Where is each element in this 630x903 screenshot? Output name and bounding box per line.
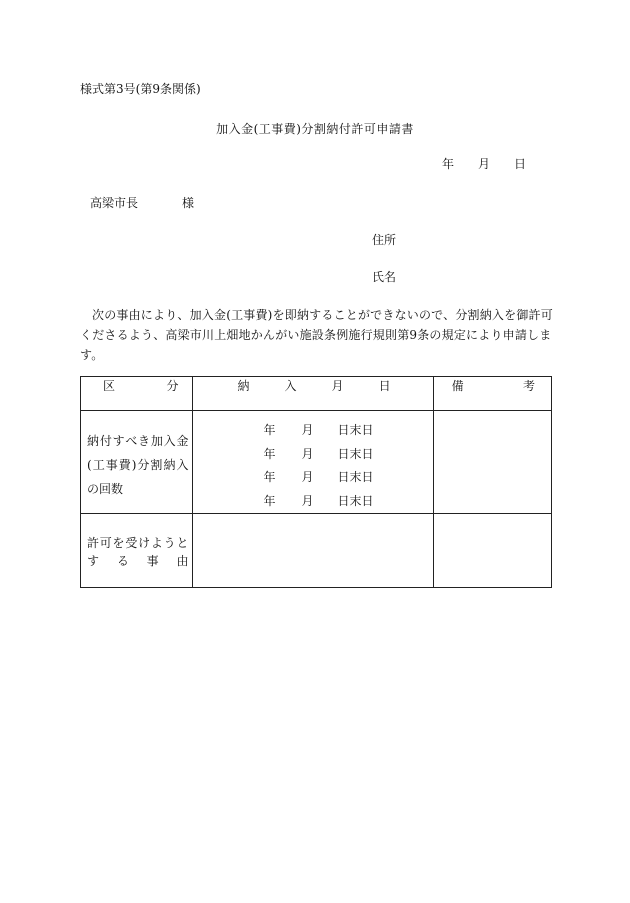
name-label: 氏名	[372, 270, 397, 284]
header-payment-char: 納	[237, 379, 250, 393]
label-line: 許可を受けようと	[87, 536, 189, 550]
date-month: 月	[301, 423, 314, 437]
date-month-label: 月	[478, 157, 491, 171]
payment-date-row	[263, 490, 432, 514]
date-line	[442, 155, 526, 172]
header-remarks-char: 考	[522, 379, 535, 393]
addressee-name: 高梁市長	[90, 196, 139, 210]
header-payment-char: 入	[284, 379, 297, 393]
date-year: 年	[263, 470, 276, 484]
date-day: 日末日	[337, 446, 374, 461]
document-title: 加入金(工事費)分割納付許可申請書	[216, 122, 414, 136]
date-month: 月	[301, 470, 314, 484]
header-category-char: 分	[166, 379, 179, 393]
header-remarks	[433, 377, 551, 411]
table-header-row	[81, 377, 552, 411]
date-month: 月	[301, 446, 314, 461]
header-payment-char: 日	[378, 379, 391, 393]
body-text: 次の事由により、加入金(工事費)を即納することができないので、分割納入を御許可くださるよう、高梁市川上畑地かんがい施設条例施行規則第9条の規定により申請します。	[80, 308, 553, 362]
date-year: 年	[263, 446, 276, 461]
date-year: 年	[263, 493, 276, 508]
date-day: 日末日	[337, 470, 374, 484]
label-line: する事由	[87, 554, 189, 568]
reason-label	[81, 514, 193, 588]
installment-count-label	[81, 411, 193, 514]
label-line: の回数	[87, 482, 124, 496]
reason-remarks-cell[interactable]	[433, 514, 551, 588]
date-month: 月	[301, 493, 314, 508]
header-remarks-char: 備	[451, 379, 464, 393]
payment-date-row	[263, 443, 432, 467]
payment-date-row	[263, 466, 432, 490]
date-year: 年	[263, 423, 276, 437]
date-day-label: 日	[514, 157, 527, 171]
addressee	[90, 194, 194, 211]
remarks-cell[interactable]	[433, 411, 551, 514]
form-number: 様式第3号(第9条関係)	[80, 82, 201, 96]
label-line: 納付すべき加入金	[87, 434, 189, 448]
reason-input-cell[interactable]	[193, 514, 433, 588]
header-payment-char: 月	[331, 379, 344, 393]
payment-dates-cell[interactable]	[193, 411, 433, 514]
header-category	[81, 377, 193, 411]
header-payment-date	[193, 377, 433, 411]
table-row-reason	[81, 514, 552, 588]
header-category-char: 区	[103, 379, 116, 393]
label-line: (工事費)分割納入	[87, 458, 189, 472]
addressee-honorific: 様	[182, 196, 195, 210]
date-day: 日末日	[337, 493, 374, 508]
date-day: 日末日	[337, 423, 374, 437]
address-label: 住所	[372, 233, 397, 247]
table-row-installments	[81, 411, 552, 514]
payment-date-row	[263, 419, 432, 443]
date-year-label: 年	[442, 157, 455, 171]
application-table	[80, 376, 552, 588]
